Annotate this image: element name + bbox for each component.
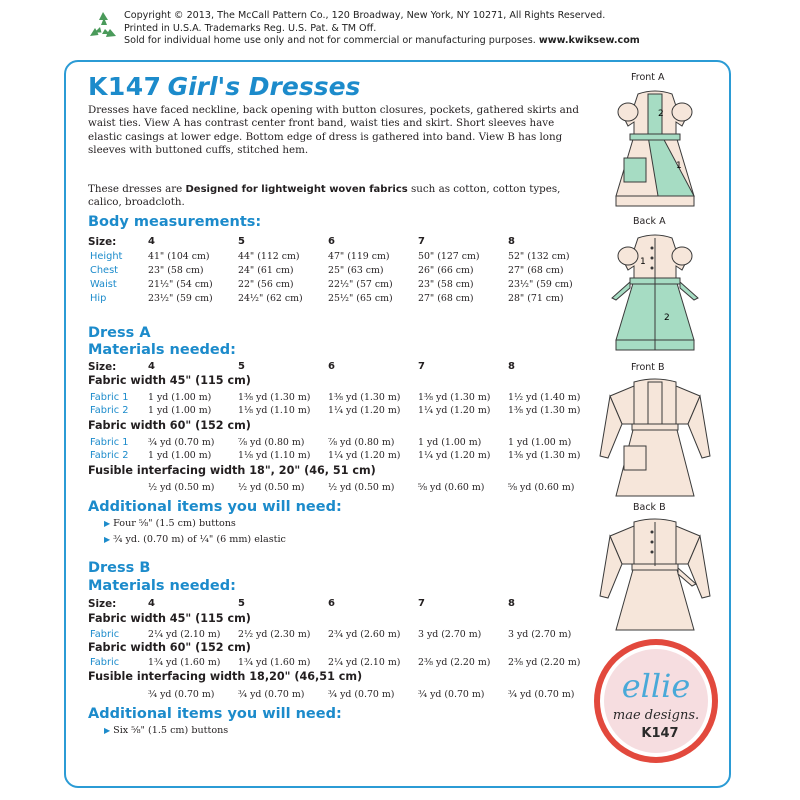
row-value: 1 yd (1.00 m) [148,392,212,403]
piece-number: 1 [676,161,682,171]
row-value: 1³⁄₈ yd (1.30 m) [328,392,401,403]
row-value: ⁷⁄₈ yd (0.80 m) [328,437,395,448]
row-value: 27" (68 cm) [508,265,564,276]
logo-script: ellie [621,667,691,705]
pattern-code: K147 [88,72,162,101]
row-value: 44" (112 cm) [238,251,300,262]
item-text: Six ⁵⁄₈" (1.5 cm) buttons [113,725,229,736]
row-value: 1¼ yd (1.20 m) [418,405,491,416]
size-6: 6 [328,361,335,372]
row-value: 1 yd (1.00 m) [418,437,482,448]
value-size-5: ¾ yd (0.70 m) [238,689,305,700]
size-8: 8 [508,236,515,247]
fabric-note-post: such as cotton, cotton types, calico, broadcloth. [88,183,561,209]
row-value: 1¼ yd (1.20 m) [328,450,401,461]
ellie-mae-logo [590,635,722,767]
row-value: 23" (58 cm) [418,279,474,290]
row-value: 1³⁄₈ yd (1.30 m) [418,392,491,403]
fabric-note-bold: Designed for lightweight woven fabrics [185,184,408,195]
logo-code: K147 [641,726,679,741]
piece-number: 2 [664,313,670,323]
row-value: 24" (61 cm) [238,265,294,276]
row-label: Fabric 1 [90,437,129,448]
dress-a-heading: Dress A [88,325,151,341]
dress-a-additional-item: ▶ Four ⁵⁄₈" (1.5 cm) buttons [104,518,236,529]
dress-a-fabric45-heading: Fabric width 45" (115 cm) [88,374,251,387]
back-a-illustration [590,228,720,358]
label-back-b: Back B [633,502,666,513]
row-value: 52" (132 cm) [508,251,570,262]
value-size-8: ⁵⁄₈ yd (0.60 m) [508,482,575,493]
row-value: 2³⁄₈ yd (2.20 m) [418,657,491,668]
row-value: 1 yd (1.00 m) [508,437,572,448]
description: Dresses have faced neckline, back opening with button closures, pockets, gathered skirts and waist ties. View A has contrast center front band, waist ties and skirt. Short sleeves have elastic casings at lower edge. Bottom edge of dress is gathered into band. View B has long sleeves with buttoned cuffs, stitched hem. [88,104,579,157]
piece-number: 2 [658,109,664,119]
row-value: 22½" (57 cm) [328,279,393,290]
row-value: 28" (71 cm) [508,293,564,304]
value-size-4: ½ yd (0.50 m) [148,482,215,493]
row-value: 23" (58 cm) [148,265,204,276]
size-8: 8 [508,361,515,372]
size-5: 5 [238,361,245,372]
size-label: Size: [88,361,117,373]
size-5: 5 [238,598,245,609]
trademark-line: Printed in U.S.A. Trademarks Reg. U.S. Pat. & TM Off. [124,22,377,34]
row-value: 22" (56 cm) [238,279,294,290]
row-label: Chest [90,265,119,276]
label-back-a: Back A [633,216,666,227]
row-value: 3 yd (2.70 m) [508,629,572,640]
dress-b-fabric60-heading: Fabric width 60" (152 cm) [88,641,251,654]
size-label: Size: [88,598,117,610]
row-value: 1¹⁄₈ yd (1.10 m) [238,450,311,461]
row-value: 2¾ yd (2.60 m) [328,629,401,640]
size-7: 7 [418,361,425,372]
pattern-name: Girl's Dresses [167,72,361,101]
row-value: 1 yd (1.00 m) [148,450,212,461]
dress-b-materials-heading: Materials needed: [88,578,236,594]
row-label: Fabric [90,629,120,640]
front-b-illustration [590,372,720,504]
row-label: Waist [90,279,117,290]
row-value: 2¼ yd (2.10 m) [148,629,221,640]
dress-b-interfacing-heading: Fusible interfacing width 18,20" (46,51 cm) [88,670,363,683]
row-value: 50" (127 cm) [418,251,480,262]
row-value: 26" (66 cm) [418,265,474,276]
size-7: 7 [418,598,425,609]
row-value: 21½" (54 cm) [148,279,213,290]
usage-line: Sold for individual home use only and not for commercial or manufacturing purposes. [124,35,536,47]
size-4: 4 [148,361,155,372]
copyright-header [0,0,800,56]
item-text: ¾ yd. (0.70 m) of ¼" (6 mm) elastic [113,534,286,545]
website-link[interactable]: www.kwiksew.com [538,35,640,47]
dress-b-fabric45-heading: Fabric width 45" (115 cm) [88,612,251,625]
row-value: 1³⁄₈ yd (1.30 m) [508,405,581,416]
back-b-illustration [590,512,720,636]
size-7: 7 [418,236,425,247]
row-label: Fabric [90,657,120,668]
row-value: 1¾ yd (1.60 m) [238,657,311,668]
row-value: 1³⁄₈ yd (1.30 m) [238,392,311,403]
value-size-6: ½ yd (0.50 m) [328,482,395,493]
value-size-6: ¾ yd (0.70 m) [328,689,395,700]
piece-number: 1 [640,257,646,267]
row-value: 24½" (62 cm) [238,293,303,304]
row-label: Fabric 2 [90,405,129,416]
row-label: Hip [90,293,107,304]
dress-b-additional-item: ▶ Six ⁵⁄₈" (1.5 cm) buttons [104,725,229,736]
copyright-line: Copyright © 2013, The McCall Pattern Co., 120 Broadway, New York, NY 10271, All Rights Reserved. [124,10,606,21]
recycle-icon [86,10,120,44]
value-size-7: ¾ yd (0.70 m) [418,689,485,700]
row-value: 3 yd (2.70 m) [418,629,482,640]
row-value: ¾ yd (0.70 m) [148,437,215,448]
size-4: 4 [148,236,155,247]
value-size-7: ⁵⁄₈ yd (0.60 m) [418,482,485,493]
size-6: 6 [328,598,335,609]
row-value: 1½ yd (1.40 m) [508,392,581,403]
dress-b-heading: Dress B [88,560,151,576]
row-label: Fabric 2 [90,450,129,461]
row-value: 47" (119 cm) [328,251,390,262]
size-8: 8 [508,598,515,609]
copyright-text [124,10,640,48]
row-value: 1³⁄₈ yd (1.30 m) [508,450,581,461]
dress-a-additional-heading: Additional items you will need: [88,499,342,515]
row-value: 1 yd (1.00 m) [148,405,212,416]
dress-a-fabric60-heading: Fabric width 60" (152 cm) [88,419,251,432]
row-value: 1¾ yd (1.60 m) [148,657,221,668]
dress-a-materials-heading: Materials needed: [88,342,236,358]
label-front-a: Front A [631,72,665,83]
fabric-note [88,183,588,210]
row-value: ⁷⁄₈ yd (0.80 m) [238,437,305,448]
dress-a-additional-item: ▶ ¾ yd. (0.70 m) of ¼" (6 mm) elastic [104,534,286,545]
size-5: 5 [238,236,245,247]
row-value: 2¼ yd (2.10 m) [328,657,401,668]
value-size-4: ¾ yd (0.70 m) [148,689,215,700]
size-6: 6 [328,236,335,247]
row-value: 1¼ yd (1.20 m) [328,405,401,416]
body-measurements-heading: Body measurements: [88,214,262,230]
dress-a-interfacing-heading: Fusible interfacing width 18", 20" (46, 51 cm) [88,464,376,477]
fabric-note-pre: These dresses are [88,183,186,195]
row-value: 25" (63 cm) [328,265,384,276]
row-value: 23½" (59 cm) [148,293,213,304]
row-value: 27" (68 cm) [418,293,474,304]
row-value: 1¼ yd (1.20 m) [418,450,491,461]
page-title [88,72,360,101]
size-label: Size: [88,236,117,248]
row-value: 1¹⁄₈ yd (1.10 m) [238,405,311,416]
row-value: 2³⁄₈ yd (2.20 m) [508,657,581,668]
value-size-5: ½ yd (0.50 m) [238,482,305,493]
size-4: 4 [148,598,155,609]
label-front-b: Front B [631,362,665,373]
front-a-illustration [590,84,720,214]
dress-b-additional-heading: Additional items you will need: [88,706,342,722]
row-value: 41" (104 cm) [148,251,210,262]
row-label: Height [90,251,123,262]
row-value: 23½" (59 cm) [508,279,573,290]
logo-subtitle: mae designs. [612,708,700,723]
item-text: Four ⁵⁄₈" (1.5 cm) buttons [113,518,236,529]
row-label: Fabric 1 [90,392,129,403]
row-value: 2½ yd (2.30 m) [238,629,311,640]
row-value: 25½" (65 cm) [328,293,393,304]
value-size-8: ¾ yd (0.70 m) [508,689,575,700]
